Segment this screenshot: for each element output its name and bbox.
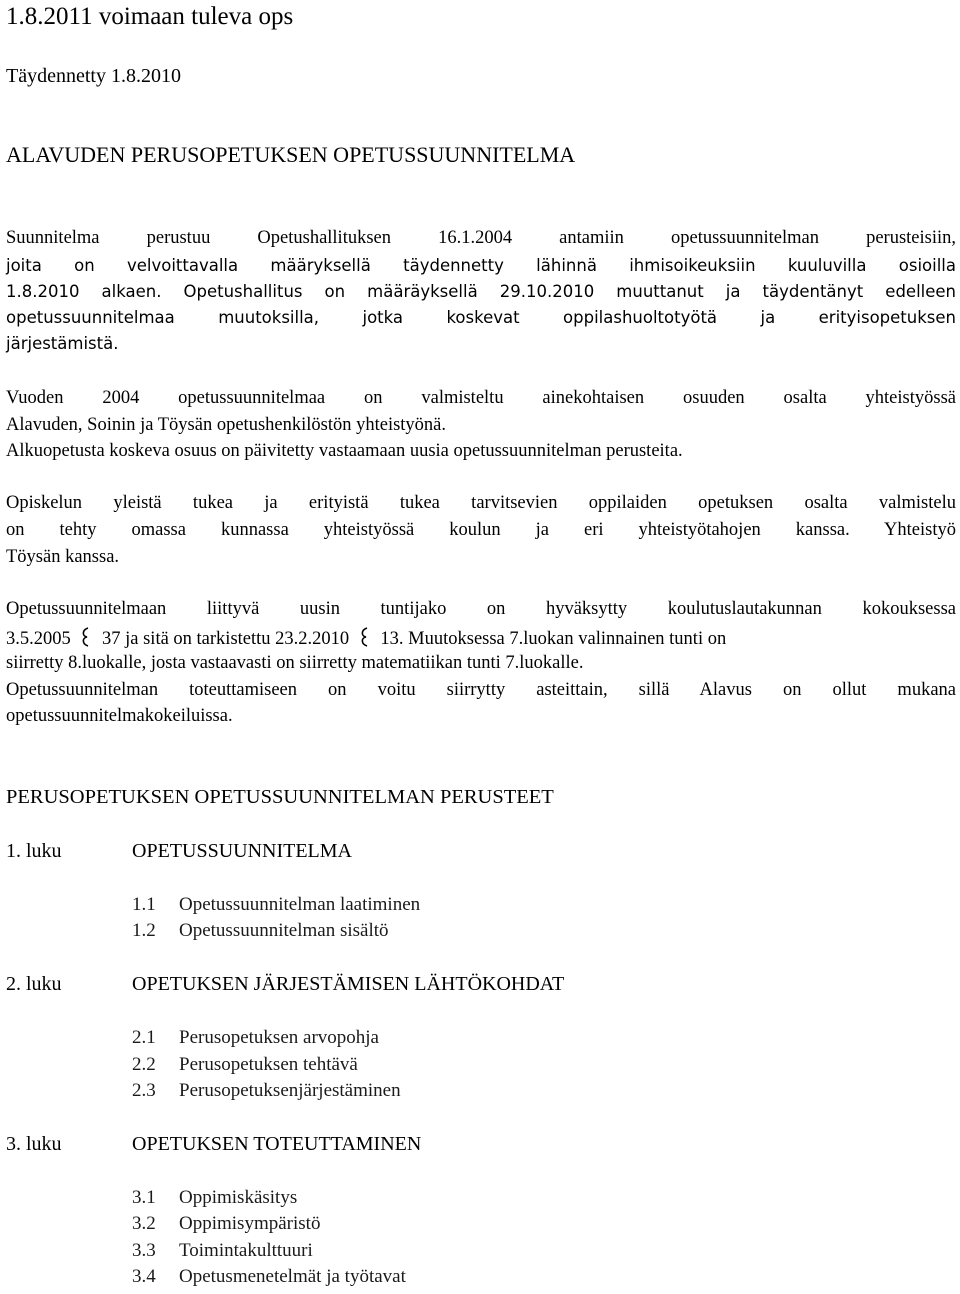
intro-line-5: järjestämistä. [6, 334, 119, 353]
item-title: Perusopetuksen tehtävä [179, 1054, 358, 1075]
para4-line-3: siirretty 8.luokalle, josta vastaavasti on siirretty matematiikan tunti 7.luokalle. [6, 653, 584, 673]
item-title: Perusopetuksenjärjestäminen [179, 1080, 401, 1101]
meeting-text-1: 37 ja sitä on tarkistettu 23.2.2010 [102, 629, 350, 649]
item-title: Opetussuunnitelman laatiminen [179, 894, 421, 915]
item-number: 2.3 [132, 1080, 156, 1101]
item-title: Oppimisympäristö [179, 1213, 321, 1234]
chapter-number: 3. luku [6, 1133, 62, 1155]
paragraph-sign-icon [79, 627, 91, 647]
item-number: 3.4 [132, 1266, 156, 1287]
item-title: Opetusmenetelmät ja työtavat [179, 1266, 406, 1287]
toc-heading: PERUSOPETUKSEN OPETUSSUUNNITELMAN PERUSTEET [6, 786, 554, 808]
chapter-title: OPETUKSEN TOTEUTTAMINEN [132, 1133, 422, 1155]
para3-line-2: on tehty omassa kunnassa yhteistyössä koulun ja eri yhteistyötahojen kanssa. Yhteistyö [6, 520, 956, 540]
chapter-number: 2. luku [6, 973, 62, 995]
para4-line-1: Opetussuunnitelmaan liittyvä uusin tuntijako on hyväksytty koulutuslautakunnan kokouksessa [6, 599, 956, 619]
chapter-title: OPETUSSUUNNITELMA [132, 840, 352, 862]
intro-line-2: joita on velvoittavalla määryksellä täydennetty lähinnä ihmisoikeuksiin kuuluvilla osioilla [6, 256, 956, 275]
item-title: Perusopetuksen arvopohja [179, 1027, 379, 1048]
intro-line-1: Suunnitelma perustuu Opetushallituksen 16.1.2004 antamiin opetussuunnitelman perusteisiin, [6, 228, 956, 248]
para4-line-2 [6, 627, 956, 649]
meeting-text-2: 13. Muutoksessa 7.luokan valinnainen tunti on [380, 629, 727, 649]
item-number: 1.2 [132, 920, 156, 941]
intro-line-4: opetussuunnitelmaa muutoksilla, jotka koskevat oppilashuoltotyötä ja erityisopetuksen [6, 308, 956, 327]
item-number: 3.2 [132, 1213, 156, 1234]
para4-line-4: Opetussuunnitelman toteuttamiseen on voitu siirrytty asteittain, sillä Alavus on ollut mukana [6, 680, 956, 700]
chapter-number: 1. luku [6, 840, 62, 862]
para3-line-3: Töysän kanssa. [6, 547, 120, 567]
item-number: 2.1 [132, 1027, 156, 1048]
item-number: 3.3 [132, 1240, 156, 1261]
item-title: Oppimiskäsitys [179, 1187, 298, 1208]
updated-date: Täydennetty 1.8.2010 [6, 65, 181, 87]
para2-line-2: Alavuden, Soinin ja Töysän opetushenkilöstön yhteistyönä. [6, 415, 447, 435]
paragraph-sign-icon [358, 627, 370, 647]
para2-line-1: Vuoden 2004 opetussuunnitelmaa on valmisteltu ainekohtaisen osuuden osalta yhteistyössä [6, 388, 956, 408]
meeting-date-1: 3.5.2005 [6, 629, 71, 649]
item-title: Toimintakulttuuri [179, 1240, 313, 1261]
para2-line-3: Alkuopetusta koskeva osuus on päivitetty vastaamaan uusia opetussuunnitelman perusteita. [6, 441, 683, 461]
item-title: Opetussuunnitelman sisältö [179, 920, 389, 941]
item-number: 3.1 [132, 1187, 156, 1208]
para4-line-5: opetussuunnitelmakokeiluissa. [6, 706, 233, 726]
item-number: 2.2 [132, 1054, 156, 1075]
document-title: 1.8.2011 voimaan tuleva ops [6, 3, 294, 30]
intro-line-3: 1.8.2010 alkaen. Opetushallitus on määräyksellä 29.10.2010 muuttanut ja täydentänyt edelleen [6, 282, 956, 301]
para3-line-1: Opiskelun yleistä tukea ja erityistä tukea tarvitsevien oppilaiden opetuksen osalta valmistelu [6, 493, 956, 513]
chapter-title: OPETUKSEN JÄRJESTÄMISEN LÄHTÖKOHDAT [132, 973, 565, 995]
main-heading: ALAVUDEN PERUSOPETUKSEN OPETUSSUUNNITELMA [6, 142, 576, 167]
item-number: 1.1 [132, 894, 156, 915]
